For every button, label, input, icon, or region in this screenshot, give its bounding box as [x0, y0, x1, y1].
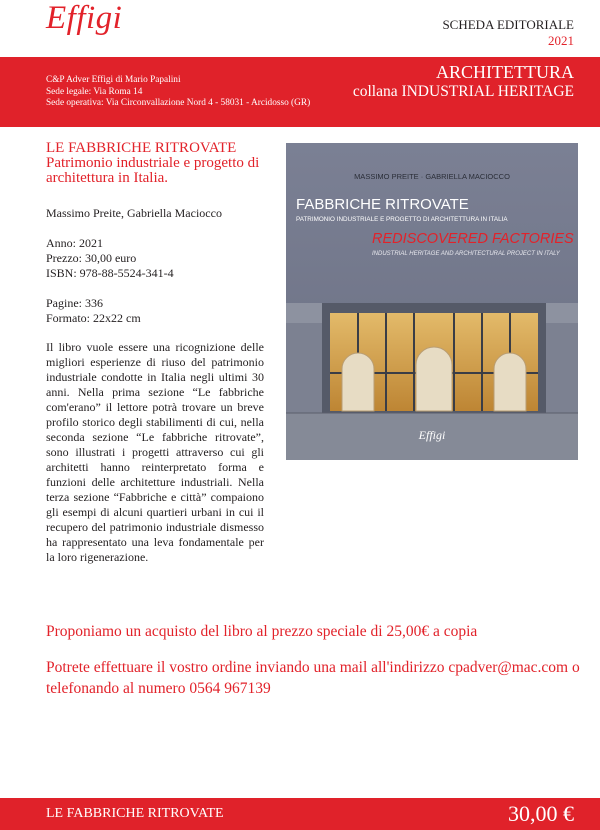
book-title: LE FABBRICHE RITROVATE	[46, 140, 237, 156]
book-details	[46, 236, 264, 281]
book-description: Il libro vuole essere una ricognizione delle migliori esperienze di riuso del patrimonio industriale condotte in Italia negli ultimi 30 anni. Nella prima sezione “Le fabbriche com'erano” il lettore potrà trovare un breve profilo storico degli stabilimenti di cui, nella seconda sezione “Le fabbriche ritrovate”, sono illustrati i progetti attraverso cui gli architetti hanno reinterpretato forma e funzioni delle architetture industriali. Nella terza sezione “Fabbriche e città” compaiono gli esempi di alcuni quartieri urbani in cui il recupero del patrimonio industriale dismesso ha rappresentato una leva fondamentale per la loro rigenerazione.	[46, 340, 264, 564]
footer-price: 30,00 €	[508, 801, 574, 826]
promo-offer: Proponiamo un acquisto del libro al prezzo speciale di 25,00€ a copia	[46, 623, 478, 640]
cover-title-it: FABBRICHE RITROVATE	[296, 196, 469, 213]
doc-type-label: SCHEDA EDITORIALE	[442, 17, 574, 32]
promo-order: Potrete effettuare il vostro ordine inviando una mail all'indirizzo cpadver@mac.com o telefonando al numero 0564 967139	[46, 659, 580, 697]
book-physical	[46, 296, 264, 326]
series-label: collana INDUSTRIAL HERITAGE	[352, 83, 574, 100]
cover-subtitle-it: PATRIMONIO INDUSTRIALE E PROGETTO DI ARCHITETTURA IN ITALIA	[296, 216, 508, 223]
legal-address: Sede legale: Via Roma 14	[46, 86, 143, 97]
book-isbn: ISBN: 978-88-5524-341-4	[46, 266, 174, 280]
cover-authors: MASSIMO PREITE · GABRIELLA MACIOCCO	[354, 172, 510, 181]
category-label: ARCHITETTURA	[436, 62, 574, 82]
book-year: Anno: 2021	[46, 236, 103, 250]
publisher-band	[0, 57, 600, 127]
effigi-logo: Effigi	[46, 0, 123, 36]
book-price: Prezzo: 30,00 euro	[46, 251, 137, 265]
book-authors: Massimo Preite, Gabriella Maciocco	[46, 206, 222, 220]
office-address: Sede operativa: Via Circonvallazione Nord 4 - 58031 - Arcidosso (GR)	[46, 98, 311, 108]
book-pages: Pagine: 336	[46, 296, 103, 310]
publisher-address	[46, 75, 316, 110]
publisher-name: C&P Adver Effigi di Mario Papalini	[46, 75, 181, 85]
book-title-block	[46, 141, 286, 186]
cover-title-en: REDISCOVERED FACTORIES	[372, 231, 574, 247]
book-format: Formato: 22x22 cm	[46, 311, 141, 325]
doc-year: 2021	[548, 33, 574, 48]
cover-subtitle-en: INDUSTRIAL HERITAGE AND ARCHITECTURAL PROJECT IN ITALY	[372, 251, 560, 257]
cover-logo: Effigi	[418, 428, 446, 442]
book-subtitle: Patrimonio industriale e progetto di architettura in Italia.	[46, 155, 260, 186]
document-type	[442, 17, 574, 49]
footer-band	[0, 798, 600, 830]
category-block	[353, 62, 574, 102]
footer-title: LE FABBRICHE RITROVATE	[46, 806, 224, 821]
book-cover-image	[286, 143, 578, 460]
